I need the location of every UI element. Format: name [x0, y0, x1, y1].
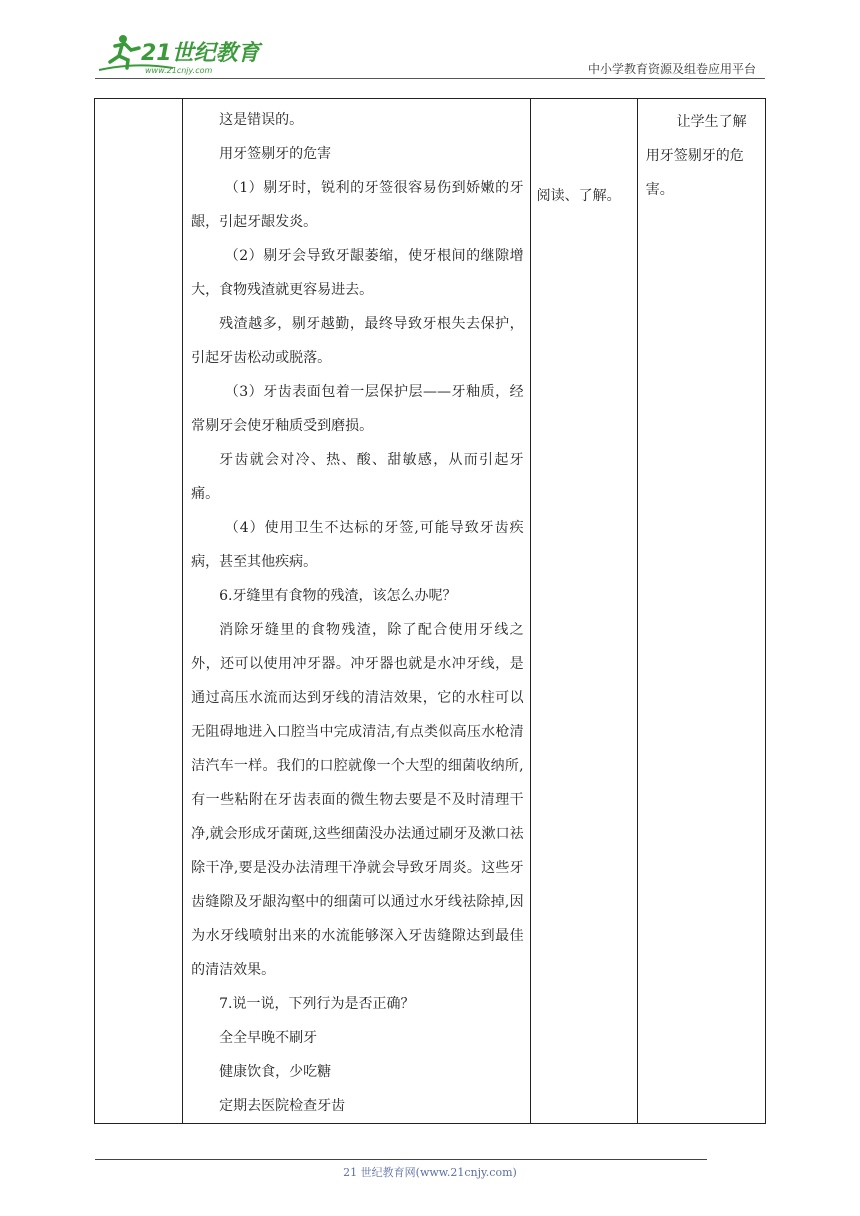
svg-text:21世纪教育: 21世纪教育: [141, 41, 260, 66]
header-divider: [95, 78, 765, 79]
content-paragraph: 消除牙缝里的食物残渣，除了配合使用牙线之外，还可以使用冲牙器。冲牙器也就是水冲牙线，是通过高压水流而达到牙线的清洁效果，它的水柱可以无阻碍地进入口腔当中完成清洁,有点类似高压水枪清洁汽车一样。我们的口腔就像一个大型的细菌收纳所,有一些粘附在牙齿表面的微生物去要是不及时清理干净,就会形成牙菌斑,这些细菌没办法通过刷牙及漱口祛除干净,要是没办法清理干净就会导致牙周炎。这些牙齿缝隙及牙龈沟壑中的细菌可以通过水牙线祛除掉,因为水牙线喷射出来的水流能够深入牙齿缝隙达到最佳的清洁效果。: [191, 622, 524, 978]
svg-text:www.21cnjy.com: www.21cnjy.com: [145, 66, 213, 75]
design-intent: 让学生了解用牙签剔牙的危害。: [645, 114, 747, 198]
student-activity-cell: [530, 99, 637, 1124]
content-paragraph: （1）剔牙时，锐利的牙签很容易伤到娇嫩的牙龈，引起牙龈发炎。: [191, 180, 524, 230]
teaching-content-cell: [183, 99, 531, 1124]
content-paragraph: 这是错误的。: [219, 112, 304, 128]
site-logo: [95, 32, 265, 77]
footer-divider: [95, 1159, 707, 1160]
content-paragraph: （3）牙齿表面包着一层保护层——牙釉质，经常剔牙会使牙釉质受到磨损。: [191, 384, 524, 434]
student-activity: 阅读、了解。: [536, 188, 621, 204]
section-cell: [95, 99, 183, 1124]
list-item: 全全早晚不刷牙: [219, 1030, 318, 1046]
footer-link[interactable]: 21 世纪教育网(www.21cnjy.com): [343, 1166, 517, 1179]
content-paragraph: 残渣越多，剔牙越勤，最终导致牙根失去保护，引起牙齿松动或脱落。: [191, 316, 524, 366]
teaching-content: [183, 99, 530, 1123]
page-header: [0, 0, 860, 80]
list-item: 定期去医院检查牙齿: [219, 1098, 346, 1114]
list-item: 健康饮食，少吃糖: [219, 1064, 332, 1080]
design-intent-cell: [637, 99, 765, 1124]
content-heading: 6.牙缝里有食物的残渣，该怎么办呢？: [219, 588, 457, 604]
table-row: [95, 99, 766, 1124]
platform-name: 中小学教育资源及组卷应用平台: [587, 62, 756, 76]
content-paragraph: （4）使用卫生不达标的牙签,可能导致牙齿疾病，甚至其他疾病。: [191, 520, 524, 570]
content-paragraph: （2）剔牙会导致牙龈萎缩，使牙根间的继隙增大，食物残渣就更容易进去。: [191, 248, 524, 298]
content-paragraph: 用牙签剔牙的危害: [219, 146, 332, 162]
content-heading: 7.说一说，下列行为是否正确？: [219, 996, 415, 1012]
lesson-table: [94, 98, 766, 1124]
content-paragraph: 牙齿就会对冷、热、酸、甜敏感，从而引起牙痛。: [191, 452, 524, 502]
